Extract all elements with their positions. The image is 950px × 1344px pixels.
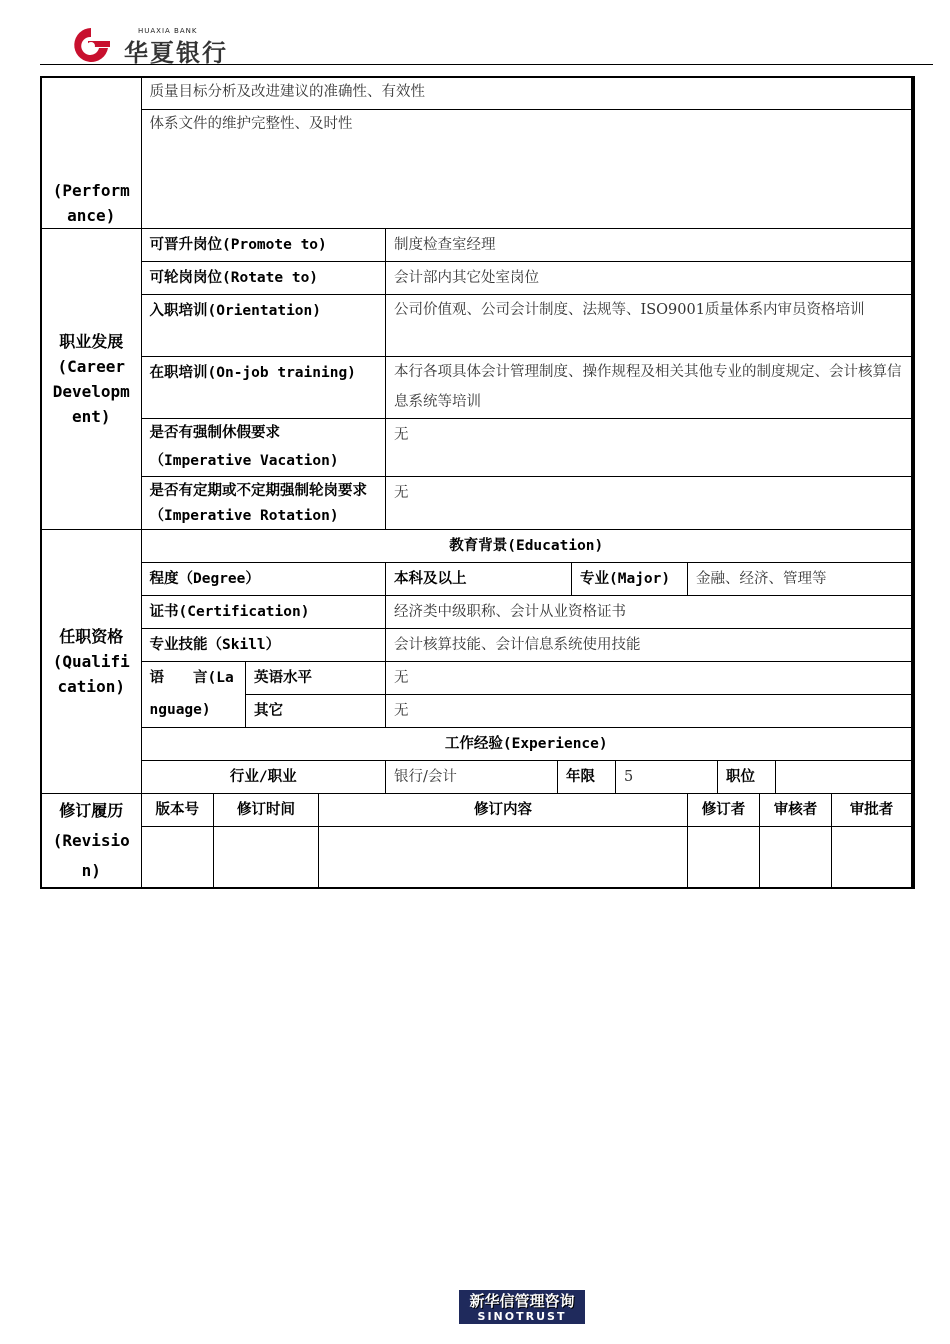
certification-label: 证书(Certification) bbox=[142, 596, 386, 629]
revision-section-label: 修订履历(Revision) bbox=[52, 801, 130, 880]
position-value bbox=[776, 761, 912, 793]
education-header: 教育背景(Education) bbox=[142, 530, 912, 563]
revision-col-reviser: 修订者 bbox=[688, 794, 760, 827]
revision-col-reviewer: 审核者 bbox=[760, 794, 832, 827]
imperative-vacation-label: 是否有强制休假要求（Imperative Vacation) bbox=[142, 419, 386, 477]
promote-label: 可晋升岗位(Promote to) bbox=[142, 229, 386, 262]
performance-item: 质量目标分析及改进建议的准确性、有效性 bbox=[142, 78, 912, 109]
page-header bbox=[0, 0, 950, 70]
performance-section-label: (Performance) bbox=[52, 181, 130, 225]
revision-col-content: 修订内容 bbox=[319, 794, 688, 827]
industry-label: 行业/职业 bbox=[142, 761, 386, 793]
english-level-value: 无 bbox=[386, 662, 912, 695]
english-level-label: 英语水平 bbox=[246, 662, 386, 695]
other-language-value: 无 bbox=[386, 695, 912, 728]
industry-value: 银行/会计 bbox=[386, 761, 558, 793]
major-label: 专业(Major) bbox=[572, 563, 688, 596]
revision-col-approver: 审批者 bbox=[832, 794, 912, 827]
rotate-label: 可轮岗岗位(Rotate to) bbox=[142, 262, 386, 295]
qualification-section bbox=[41, 530, 913, 794]
career-section bbox=[41, 229, 913, 530]
performance-section bbox=[41, 77, 913, 229]
skill-label: 专业技能（Skill） bbox=[142, 629, 386, 662]
imperative-vacation-value: 无 bbox=[386, 419, 912, 477]
revision-col-version: 版本号 bbox=[142, 794, 214, 827]
certification-value: 经济类中级职称、会计从业资格证书 bbox=[386, 596, 912, 629]
language-label: 语 言(Language) bbox=[142, 662, 246, 728]
experience-header: 工作经验(Experience) bbox=[142, 728, 912, 761]
performance-item: 体系文件的维护完整性、及时性 bbox=[142, 109, 912, 180]
qualification-section-label: 任职资格(Qualification) bbox=[52, 627, 130, 696]
career-section-label: 职业发展(Career Development) bbox=[52, 332, 130, 426]
table-row bbox=[142, 827, 912, 887]
bank-name-english: HUAXIA BANK bbox=[138, 27, 198, 35]
imperative-rotation-label: 是否有定期或不定期强制轮岗要求（Imperative Rotation) bbox=[142, 477, 386, 530]
promote-value: 制度检查室经理 bbox=[386, 229, 912, 262]
sinotrust-logo bbox=[459, 1290, 585, 1324]
job-description-table bbox=[40, 76, 912, 889]
sinotrust-logo-english: SINOTRUST bbox=[477, 1310, 567, 1323]
huaxia-bank-logo-icon bbox=[68, 24, 114, 66]
on-job-training-value: 本行各项具体会计管理制度、操作规程及相关其他专业的制度规定、会计核算信息系统等培训 bbox=[386, 357, 912, 419]
on-job-training-label: 在职培训(On-job training) bbox=[142, 357, 386, 419]
imperative-rotation-value: 无 bbox=[386, 477, 912, 530]
orientation-value: 公司价值观、公司会计制度、法规等、ISO9001质量体系内审员资格培训 bbox=[386, 295, 912, 357]
revision-col-date: 修订时间 bbox=[214, 794, 319, 827]
degree-value: 本科及以上 bbox=[386, 563, 572, 596]
major-value: 金融、经济、管理等 bbox=[688, 563, 912, 596]
revision-section bbox=[41, 794, 913, 888]
skill-value: 会计核算技能、会计信息系统使用技能 bbox=[386, 629, 912, 662]
degree-label: 程度（Degree） bbox=[142, 563, 386, 596]
years-value: 5 bbox=[616, 761, 718, 793]
orientation-label: 入职培训(Orientation) bbox=[142, 295, 386, 357]
years-label: 年限 bbox=[558, 761, 616, 793]
bank-name-chinese: 华夏银行 bbox=[124, 39, 228, 67]
header-divider bbox=[40, 64, 933, 65]
rotate-value: 会计部内其它处室岗位 bbox=[386, 262, 912, 295]
other-language-label: 其它 bbox=[246, 695, 386, 728]
position-label: 职位 bbox=[718, 761, 776, 793]
sinotrust-logo-chinese: 新华信管理咨询 bbox=[469, 1292, 575, 1310]
